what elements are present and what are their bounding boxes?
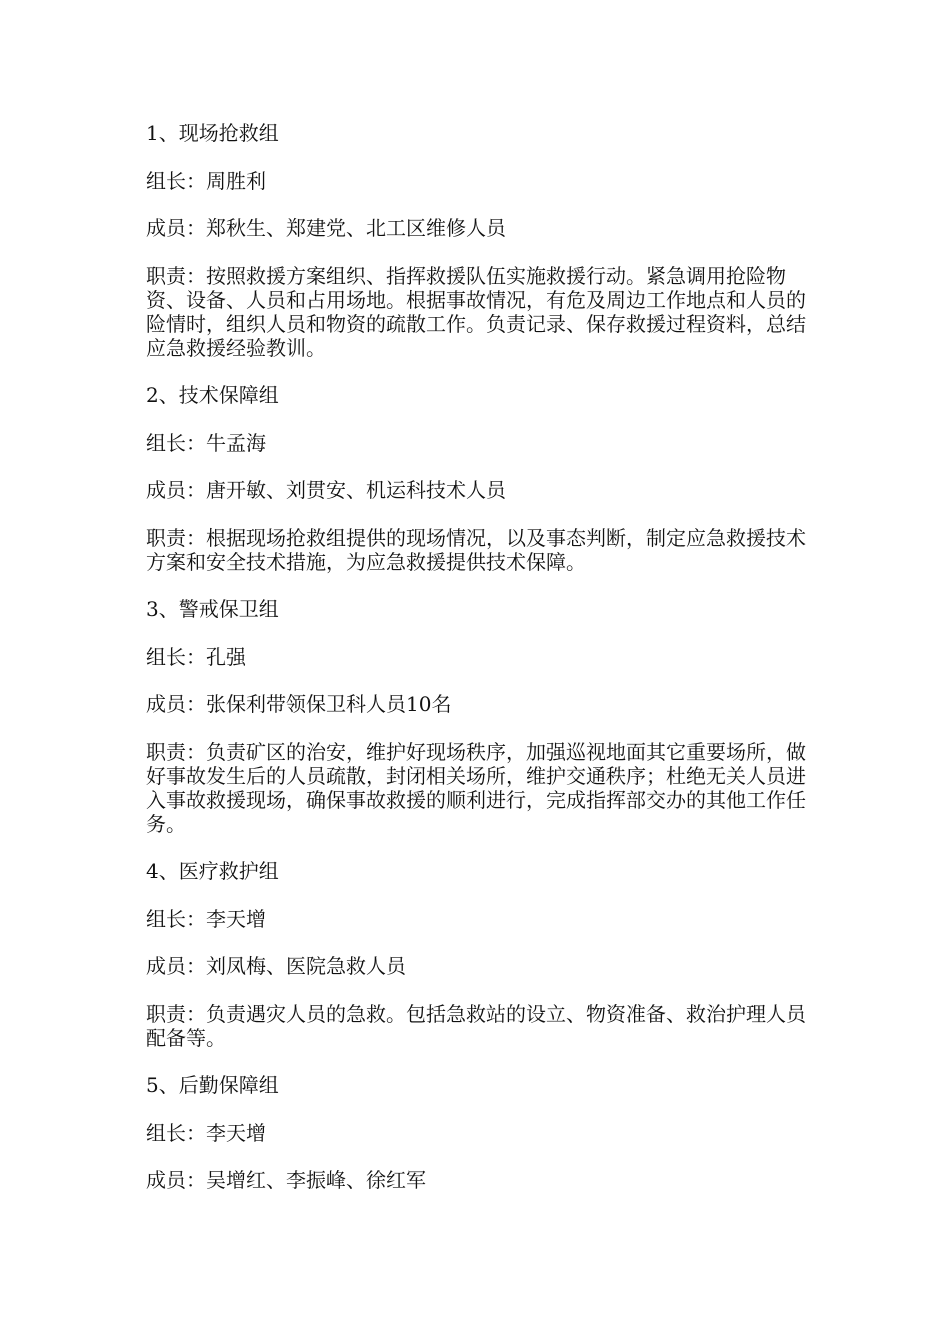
- group-duties: 职责：负责矿区的治安，维护好现场秩序，加强巡视地面其它重要场所，做好事故发生后的人员疏散，封闭相关场所，维护交通秩序；杜绝无关人员进入事故救援现场，确保事故救援的顺利进行，完成指挥部交办的其他工作任务。: [146, 739, 806, 836]
- group-duties: 职责：根据现场抢救组提供的现场情况，以及事态判断，制定应急救援技术方案和安全技术措施，为应急救援提供技术保障。: [146, 525, 806, 574]
- group-leader: 组长：李天增: [146, 906, 266, 931]
- group-members: 成员：唐开敏、刘贯安、机运科技术人员: [146, 478, 506, 502]
- group-duties: 职责：负责遇灾人员的急救。包括急救站的设立、物资准备、救治护理人员配备等。: [146, 1001, 806, 1050]
- section-heading: 4、医疗救护组: [146, 859, 279, 883]
- group-duties: 职责：按照救援方案组织、指挥救援队伍实施救援行动。紧急调用抢险物资、设备、人员和占用场地。根据事故情况，有危及周边工作地点和人员的险情时，组织人员和物资的疏散工作。负责记录、保存救援过程资料，总结应急救援经验教训。: [146, 263, 806, 360]
- group-leader: 组长：李天增: [146, 1120, 266, 1145]
- group-leader: 组长：牛孟海: [146, 430, 266, 455]
- section-heading: 3、警戒保卫组: [146, 597, 279, 621]
- section-heading: 2、技术保障组: [146, 383, 279, 407]
- group-members: 成员：张保利带领保卫科人员10名: [146, 692, 452, 716]
- group-members: 成员：刘凤梅、医院急救人员: [146, 954, 406, 978]
- document-body: [146, 121, 806, 1216]
- group-members: 成员：吴增红、李振峰、徐红军: [146, 1168, 426, 1192]
- section-heading: 1、现场抢救组: [146, 121, 279, 145]
- group-leader: 组长：孔强: [146, 644, 246, 669]
- group-leader: 组长：周胜利: [146, 168, 266, 193]
- group-members: 成员：郑秋生、郑建党、北工区维修人员: [146, 216, 506, 240]
- section-heading: 5、后勤保障组: [146, 1073, 279, 1097]
